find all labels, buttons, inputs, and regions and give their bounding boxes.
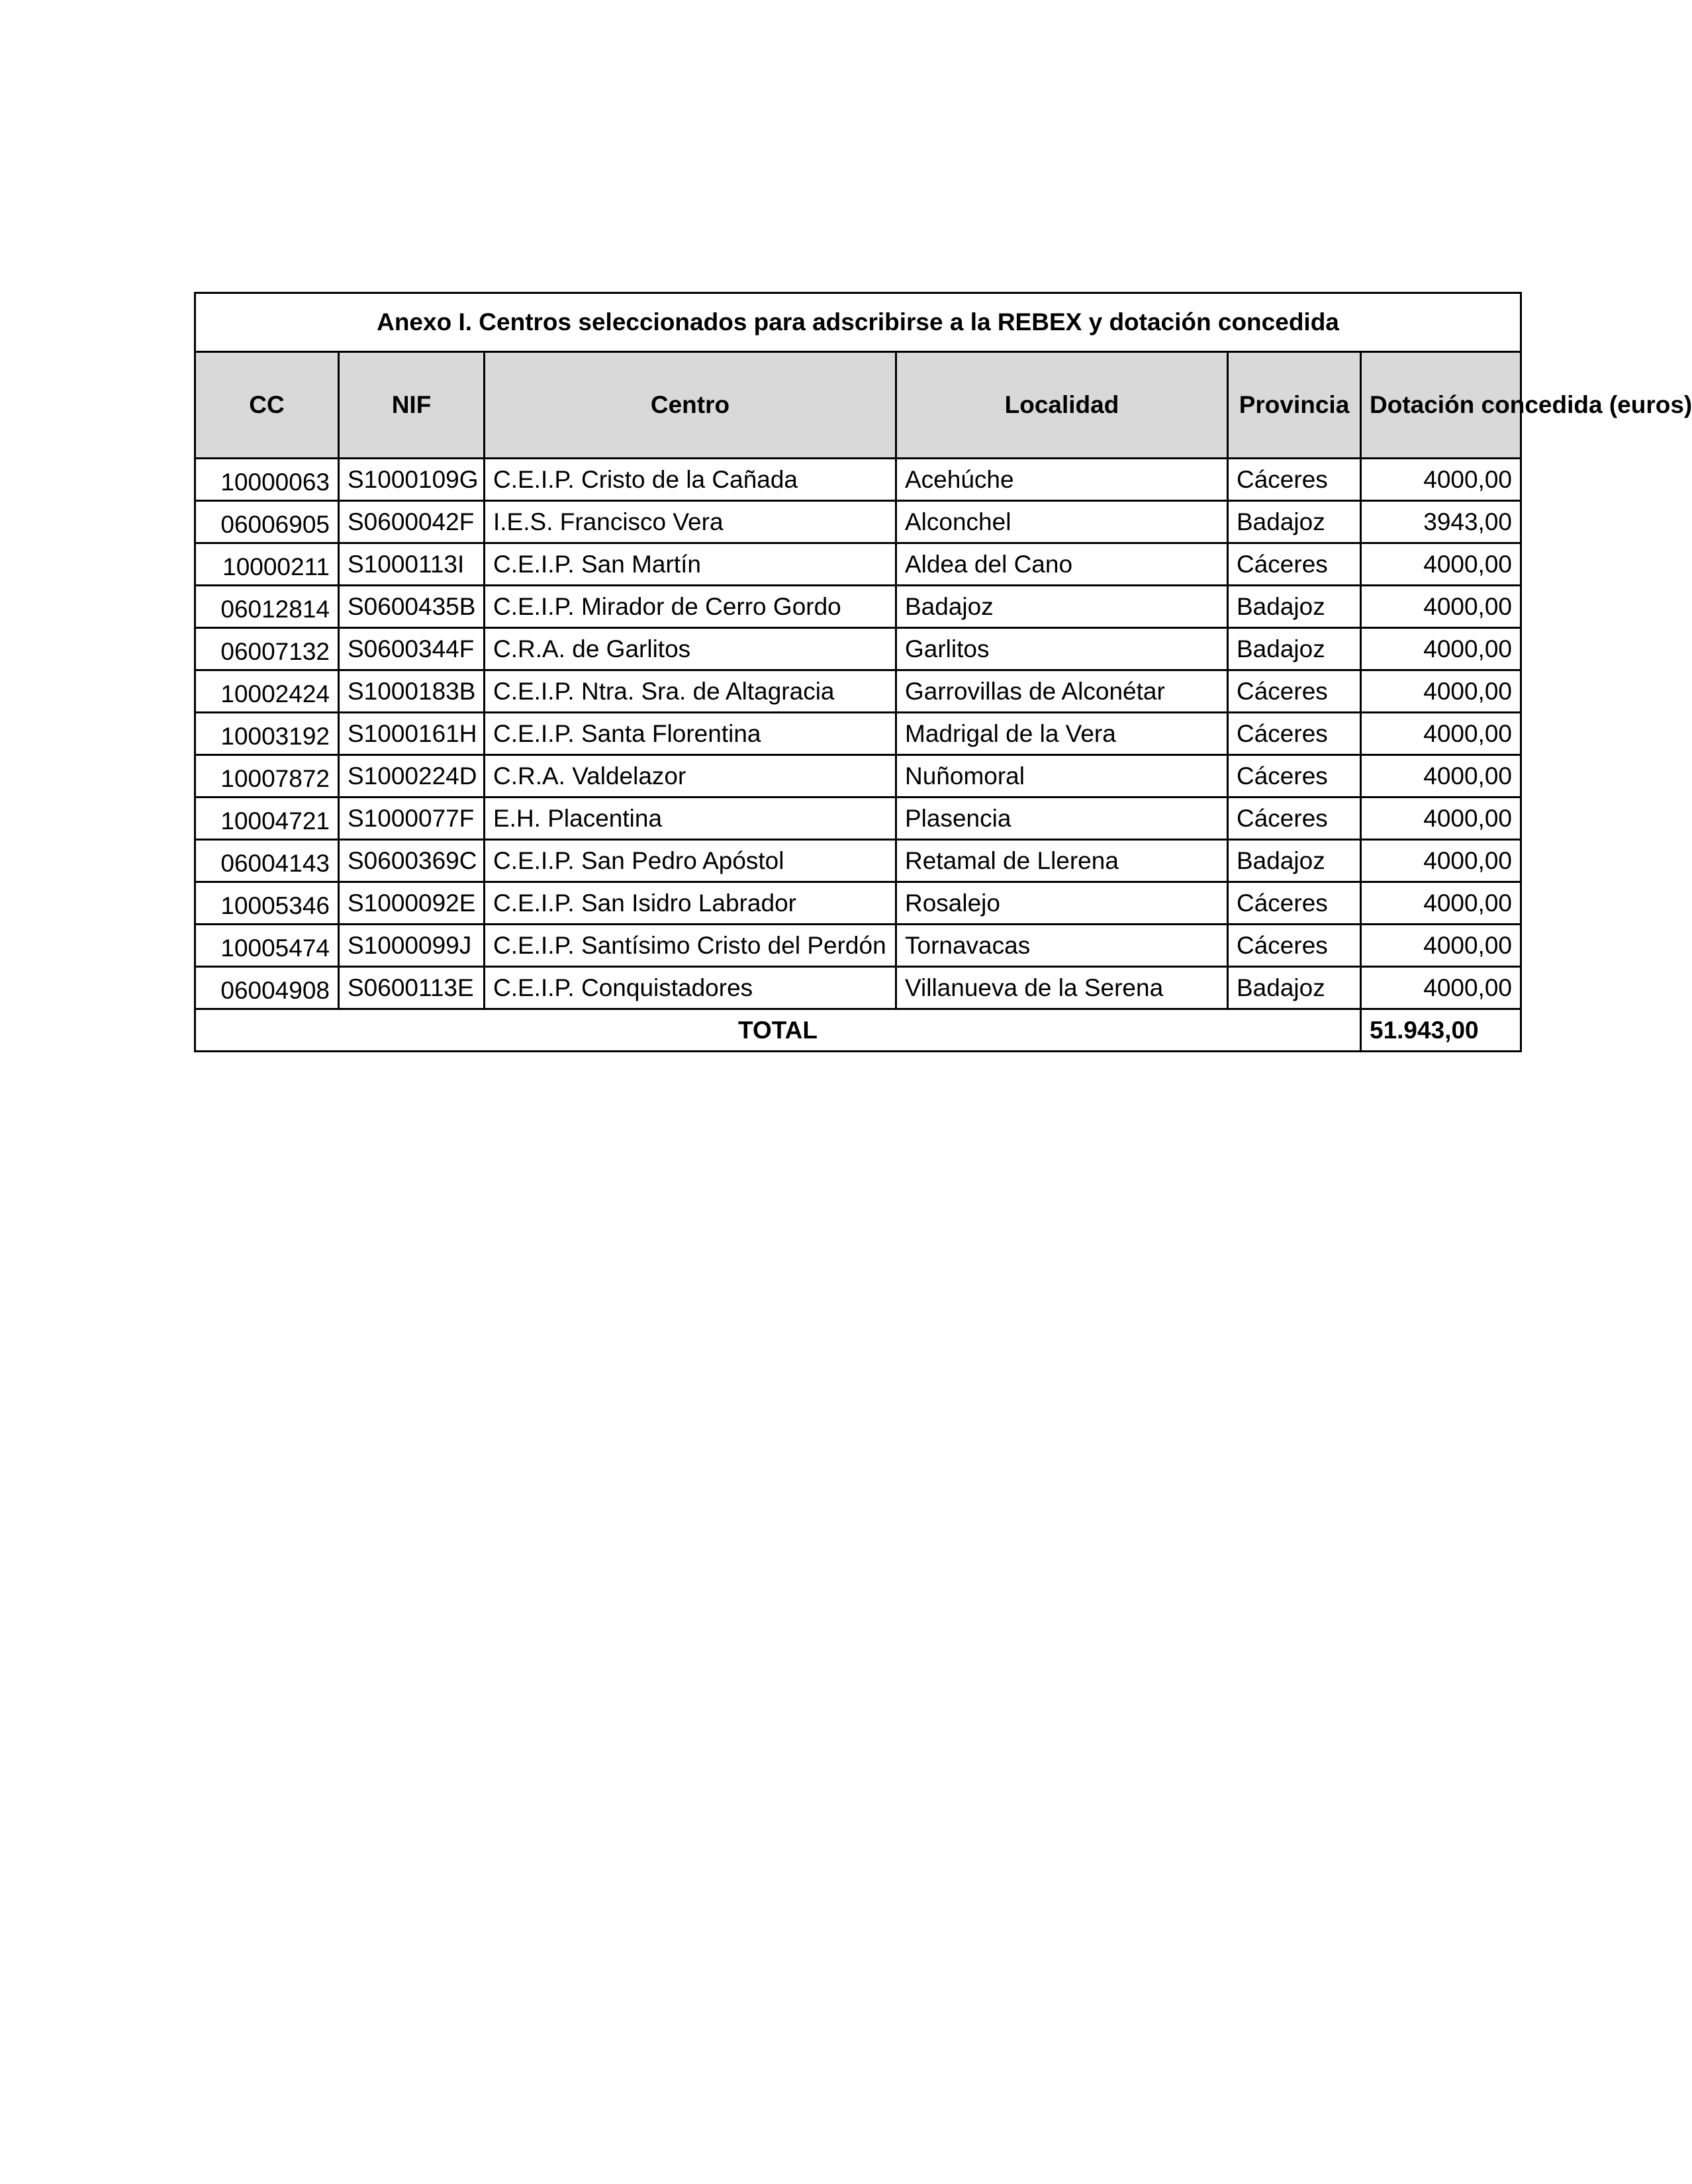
total-value: 51.943,00 — [1361, 1009, 1521, 1052]
cell-nif: S1000224D — [339, 755, 485, 797]
cell-localidad: Villanueva de la Serena — [896, 967, 1228, 1009]
cell-cc: 06004908 — [195, 967, 339, 1009]
total-label: TOTAL — [195, 1009, 1361, 1052]
cell-dotacion: 4000,00 — [1361, 967, 1521, 1009]
table-row — [195, 797, 1521, 840]
cell-dotacion: 4000,00 — [1361, 755, 1521, 797]
cell-nif: S0600344F — [339, 628, 485, 670]
cell-centro: C.E.I.P. Ntra. Sra. de Altagracia — [485, 670, 896, 713]
cell-provincia: Badajoz — [1228, 967, 1361, 1009]
table-row — [195, 586, 1521, 628]
cell-dotacion: 3943,00 — [1361, 501, 1521, 543]
cell-nif: S0600369C — [339, 840, 485, 882]
cell-dotacion: 4000,00 — [1361, 459, 1521, 501]
table-row — [195, 925, 1521, 967]
cell-dotacion: 4000,00 — [1361, 628, 1521, 670]
cell-localidad: Acehúche — [896, 459, 1228, 501]
table-row — [195, 459, 1521, 501]
cell-nif: S1000161H — [339, 713, 485, 755]
cell-cc: 10000211 — [195, 543, 339, 586]
cell-dotacion: 4000,00 — [1361, 797, 1521, 840]
cell-localidad: Rosalejo — [896, 882, 1228, 925]
header-provincia: Provincia — [1228, 352, 1361, 459]
cell-dotacion: 4000,00 — [1361, 586, 1521, 628]
cell-cc: 10004721 — [195, 797, 339, 840]
cell-localidad: Aldea del Cano — [896, 543, 1228, 586]
cell-centro: C.R.A. de Garlitos — [485, 628, 896, 670]
table-title: Anexo I. Centros seleccionados para adscribirse a la REBEX y dotación concedida — [195, 293, 1521, 352]
cell-cc: 10000063 — [195, 459, 339, 501]
table-row — [195, 882, 1521, 925]
cell-cc: 06004143 — [195, 840, 339, 882]
cell-centro: C.E.I.P. Santa Florentina — [485, 713, 896, 755]
header-nif: NIF — [339, 352, 485, 459]
cell-centro: C.E.I.P. Conquistadores — [485, 967, 896, 1009]
table-row — [195, 628, 1521, 670]
cell-provincia: Cáceres — [1228, 459, 1361, 501]
cell-localidad: Retamal de Llerena — [896, 840, 1228, 882]
cell-nif: S1000183B — [339, 670, 485, 713]
cell-provincia: Badajoz — [1228, 501, 1361, 543]
cell-provincia: Cáceres — [1228, 543, 1361, 586]
cell-dotacion: 4000,00 — [1361, 882, 1521, 925]
cell-provincia: Cáceres — [1228, 713, 1361, 755]
table-row — [195, 670, 1521, 713]
cell-localidad: Tornavacas — [896, 925, 1228, 967]
cell-centro: I.E.S. Francisco Vera — [485, 501, 896, 543]
annex-table-container — [194, 292, 1692, 1052]
cell-cc: 10005346 — [195, 882, 339, 925]
header-localidad: Localidad — [896, 352, 1228, 459]
cell-centro: C.R.A. Valdelazor — [485, 755, 896, 797]
cell-nif: S0600113E — [339, 967, 485, 1009]
cell-localidad: Garrovillas de Alconétar — [896, 670, 1228, 713]
cell-centro: C.E.I.P. San Isidro Labrador — [485, 882, 896, 925]
table-row — [195, 755, 1521, 797]
header-dotacion: Dotación concedida (euros) — [1361, 352, 1521, 459]
cell-nif: S0600042F — [339, 501, 485, 543]
cell-cc: 10003192 — [195, 713, 339, 755]
cell-nif: S1000113I — [339, 543, 485, 586]
table-row — [195, 967, 1521, 1009]
cell-cc: 06007132 — [195, 628, 339, 670]
cell-centro: E.H. Placentina — [485, 797, 896, 840]
cell-provincia: Cáceres — [1228, 797, 1361, 840]
cell-dotacion: 4000,00 — [1361, 925, 1521, 967]
cell-provincia: Badajoz — [1228, 840, 1361, 882]
annex-table — [194, 292, 1692, 1052]
cell-cc: 10005474 — [195, 925, 339, 967]
cell-dotacion: 4000,00 — [1361, 840, 1521, 882]
total-row — [195, 1009, 1521, 1052]
cell-localidad: Garlitos — [896, 628, 1228, 670]
cell-localidad: Alconchel — [896, 501, 1228, 543]
cell-centro: C.E.I.P. San Pedro Apóstol — [485, 840, 896, 882]
cell-cc: 10007872 — [195, 755, 339, 797]
cell-nif: S1000099J — [339, 925, 485, 967]
cell-localidad: Badajoz — [896, 586, 1228, 628]
cell-nif: S1000109G — [339, 459, 485, 501]
cell-localidad: Nuñomoral — [896, 755, 1228, 797]
cell-provincia: Cáceres — [1228, 882, 1361, 925]
cell-cc: 10002424 — [195, 670, 339, 713]
cell-provincia: Badajoz — [1228, 628, 1361, 670]
cell-localidad: Madrigal de la Vera — [896, 713, 1228, 755]
table-body — [195, 459, 1521, 1009]
header-cc: CC — [195, 352, 339, 459]
table-row — [195, 543, 1521, 586]
cell-nif: S1000092E — [339, 882, 485, 925]
table-header-row — [195, 352, 1521, 459]
cell-centro: C.E.I.P. Santísimo Cristo del Perdón — [485, 925, 896, 967]
cell-cc: 06006905 — [195, 501, 339, 543]
cell-centro: C.E.I.P. Cristo de la Cañada — [485, 459, 896, 501]
table-title-row — [195, 293, 1521, 352]
table-row — [195, 501, 1521, 543]
cell-provincia: Badajoz — [1228, 586, 1361, 628]
table-row — [195, 840, 1521, 882]
table-row — [195, 713, 1521, 755]
cell-centro: C.E.I.P. Mirador de Cerro Gordo — [485, 586, 896, 628]
cell-localidad: Plasencia — [896, 797, 1228, 840]
cell-provincia: Cáceres — [1228, 670, 1361, 713]
header-centro: Centro — [485, 352, 896, 459]
cell-dotacion: 4000,00 — [1361, 543, 1521, 586]
cell-cc: 06012814 — [195, 586, 339, 628]
cell-nif: S0600435B — [339, 586, 485, 628]
cell-provincia: Cáceres — [1228, 755, 1361, 797]
cell-nif: S1000077F — [339, 797, 485, 840]
cell-centro: C.E.I.P. San Martín — [485, 543, 896, 586]
cell-dotacion: 4000,00 — [1361, 713, 1521, 755]
cell-provincia: Cáceres — [1228, 925, 1361, 967]
cell-dotacion: 4000,00 — [1361, 670, 1521, 713]
